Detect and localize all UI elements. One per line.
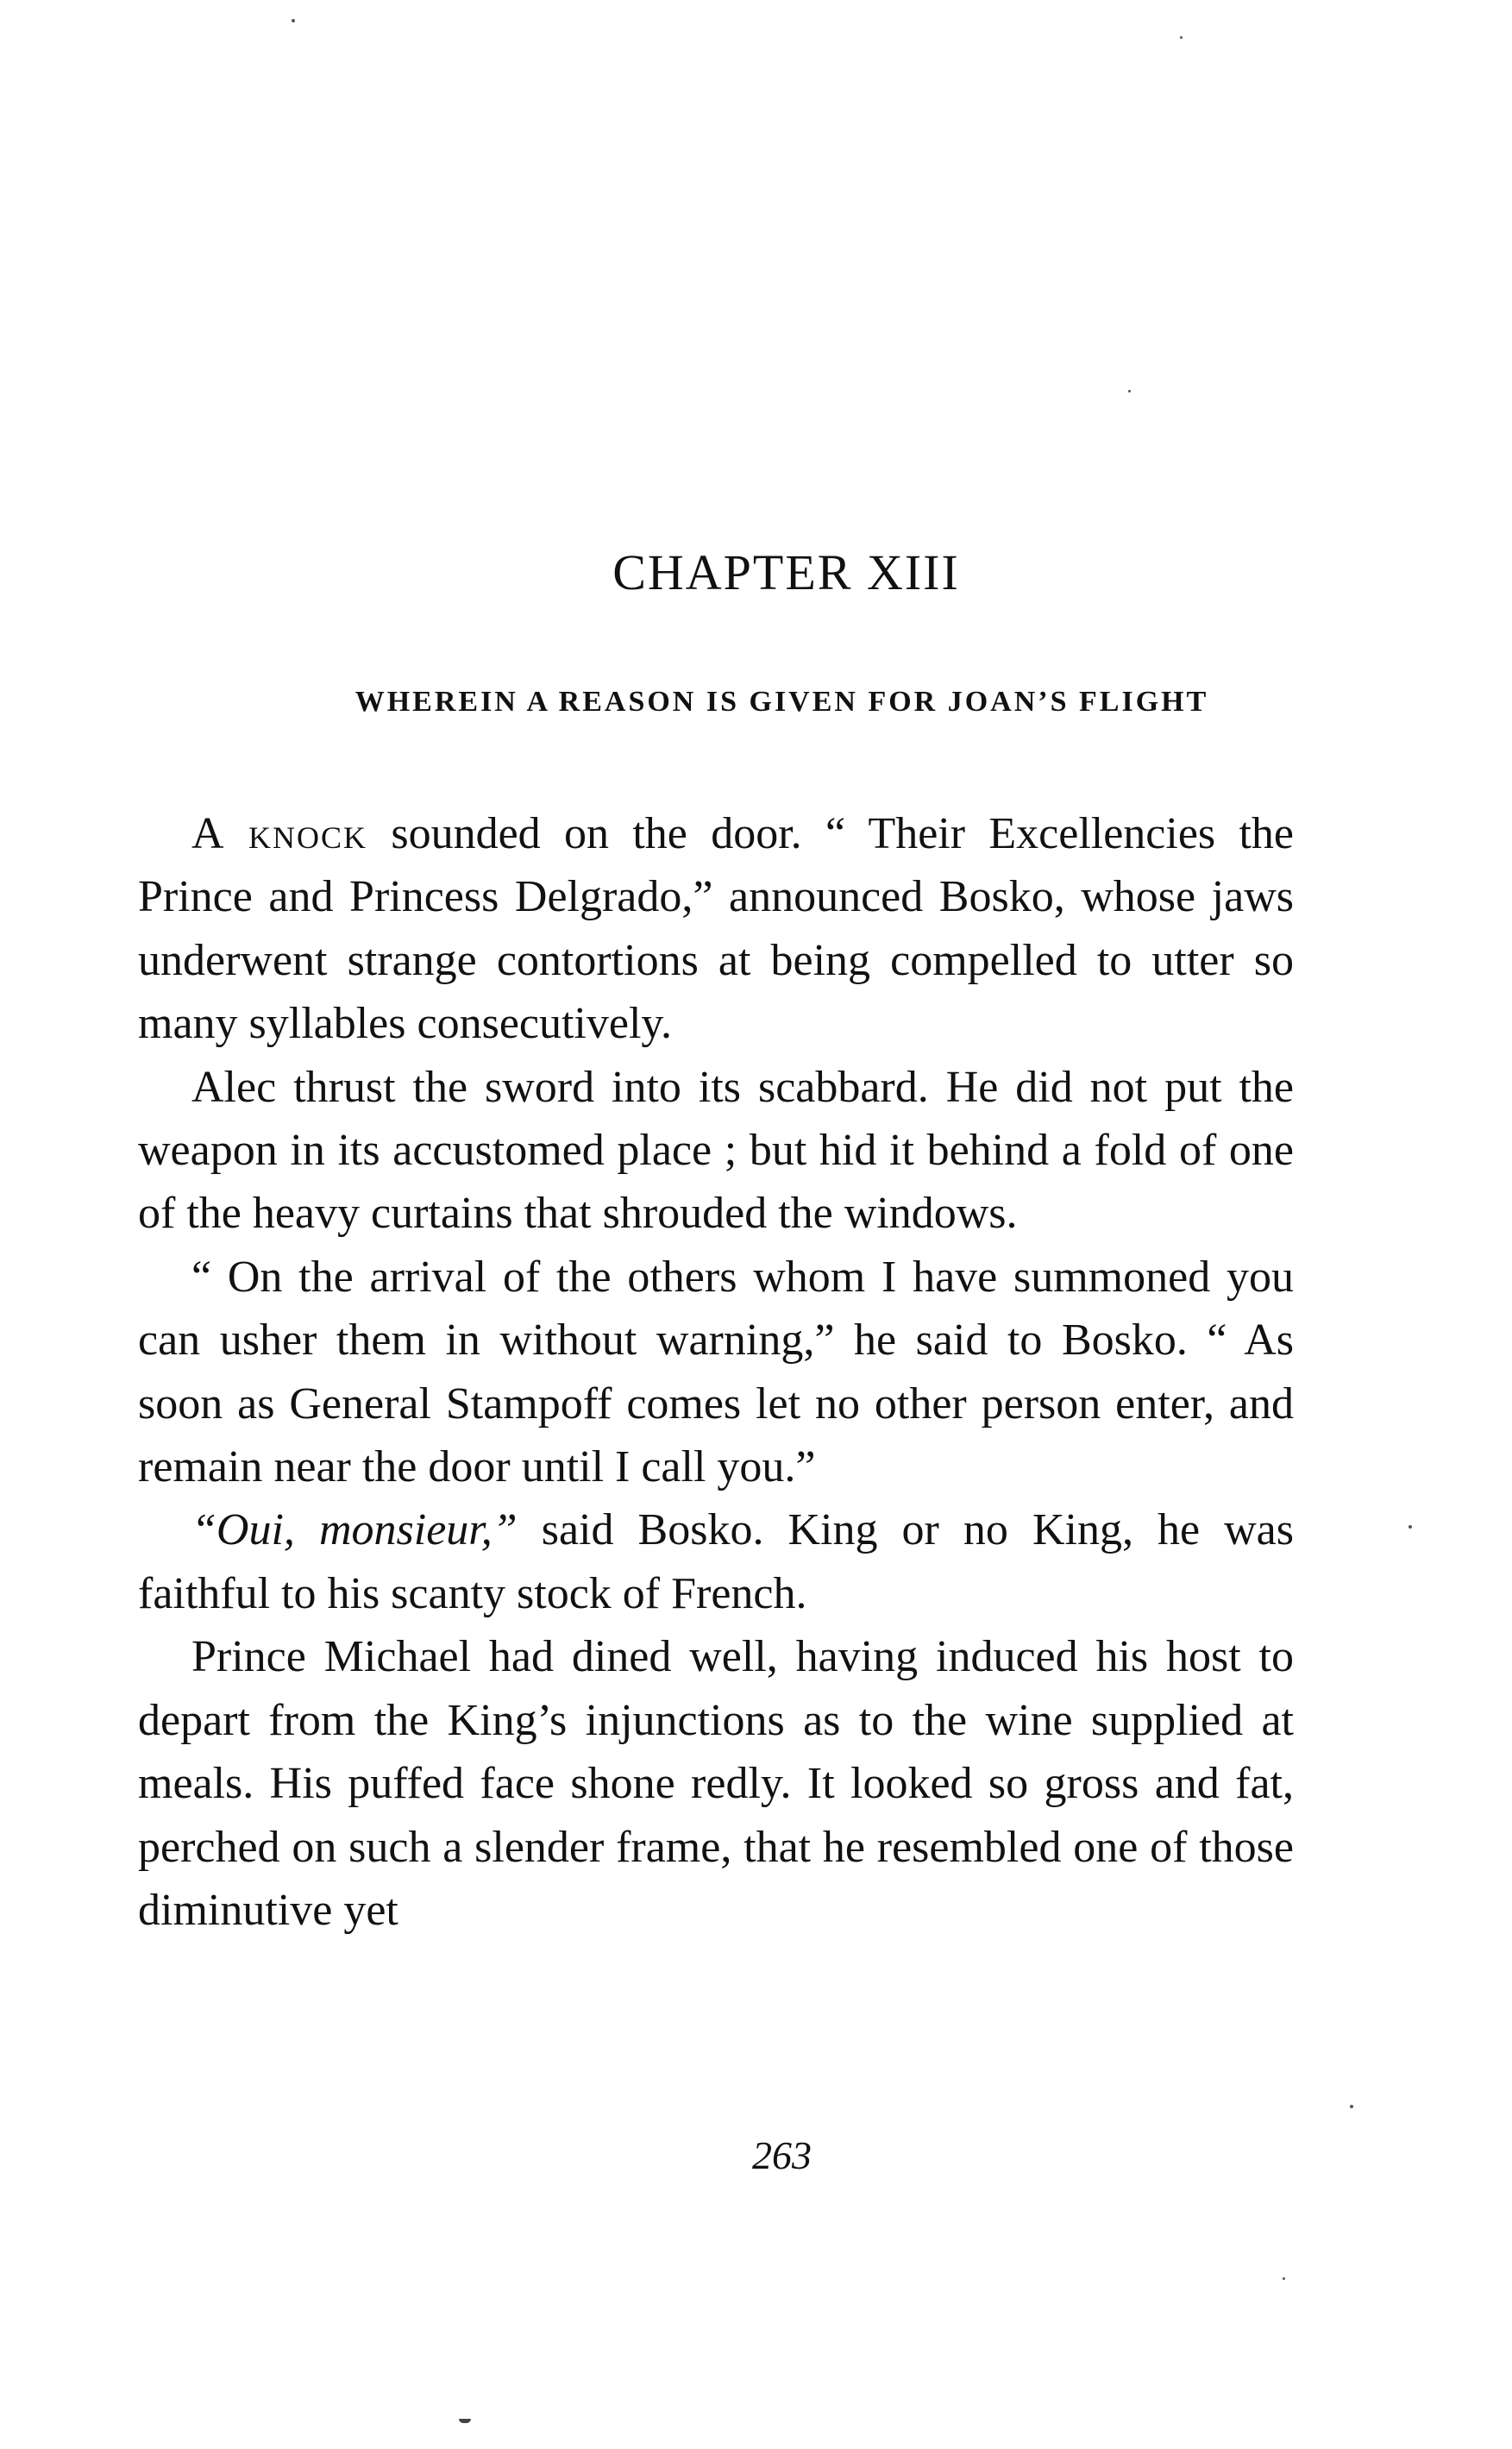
scan-speck	[292, 19, 295, 22]
scan-speck	[1350, 2105, 1353, 2108]
paragraph-3	[138, 1246, 1294, 1499]
paragraph-text: “ On the arrival of the others whom I have summoned you can usher them in without warning,” he said to Bosko. “ As soon as General Stampoff comes let no other person enter, and remain near the door until I call you.”	[138, 1252, 1294, 1492]
paragraph-text: sounded on the door. “ Their Excellencies the Prince and Princess Delgrado,” announced Bosko, whose jaws underwent strange contortions at being compelled to utter so many syllables consecutively.	[138, 809, 1295, 1049]
paragraph-text: Prince Michael had dined well, having induced his host to depart from the King’s injunctions as to the wine supplied at meals. His puffed face shone redly. It looked so gross and fat, perched on such a slender frame, that he resembled one of those diminutive yet	[138, 1632, 1294, 1935]
scan-speck	[459, 2419, 471, 2423]
paragraph-4	[138, 1498, 1294, 1625]
scan-speck	[1180, 36, 1183, 39]
paragraph-lead-words: A knock	[191, 809, 368, 858]
scan-speck	[1128, 390, 1131, 392]
paragraph-italic-quote: “Oui, monsieur,”	[191, 1505, 518, 1555]
scan-speck	[1408, 1525, 1412, 1529]
paragraph-text: said Bosko. King or no King, he was faithful to his scanty stock of French.	[138, 1505, 1294, 1618]
page-number: 263	[752, 2133, 812, 2177]
paragraph-5	[138, 1625, 1294, 1942]
paragraph-text: Alec thrust the sword into its scabbard. He did not put the weapon in its accustomed place ; but hid it behind a fold of one of the heavy curtains that shrouded the windows.	[138, 1062, 1294, 1239]
scan-speck	[1283, 2277, 1285, 2280]
chapter-body	[138, 802, 1294, 1942]
chapter-subtitle: WHEREIN A REASON IS GIVEN FOR JOAN’S FLIGHT	[354, 686, 1209, 718]
paragraph-1	[138, 802, 1294, 1056]
paragraph-2	[138, 1056, 1294, 1246]
chapter-title: CHAPTER XIII	[612, 544, 960, 600]
